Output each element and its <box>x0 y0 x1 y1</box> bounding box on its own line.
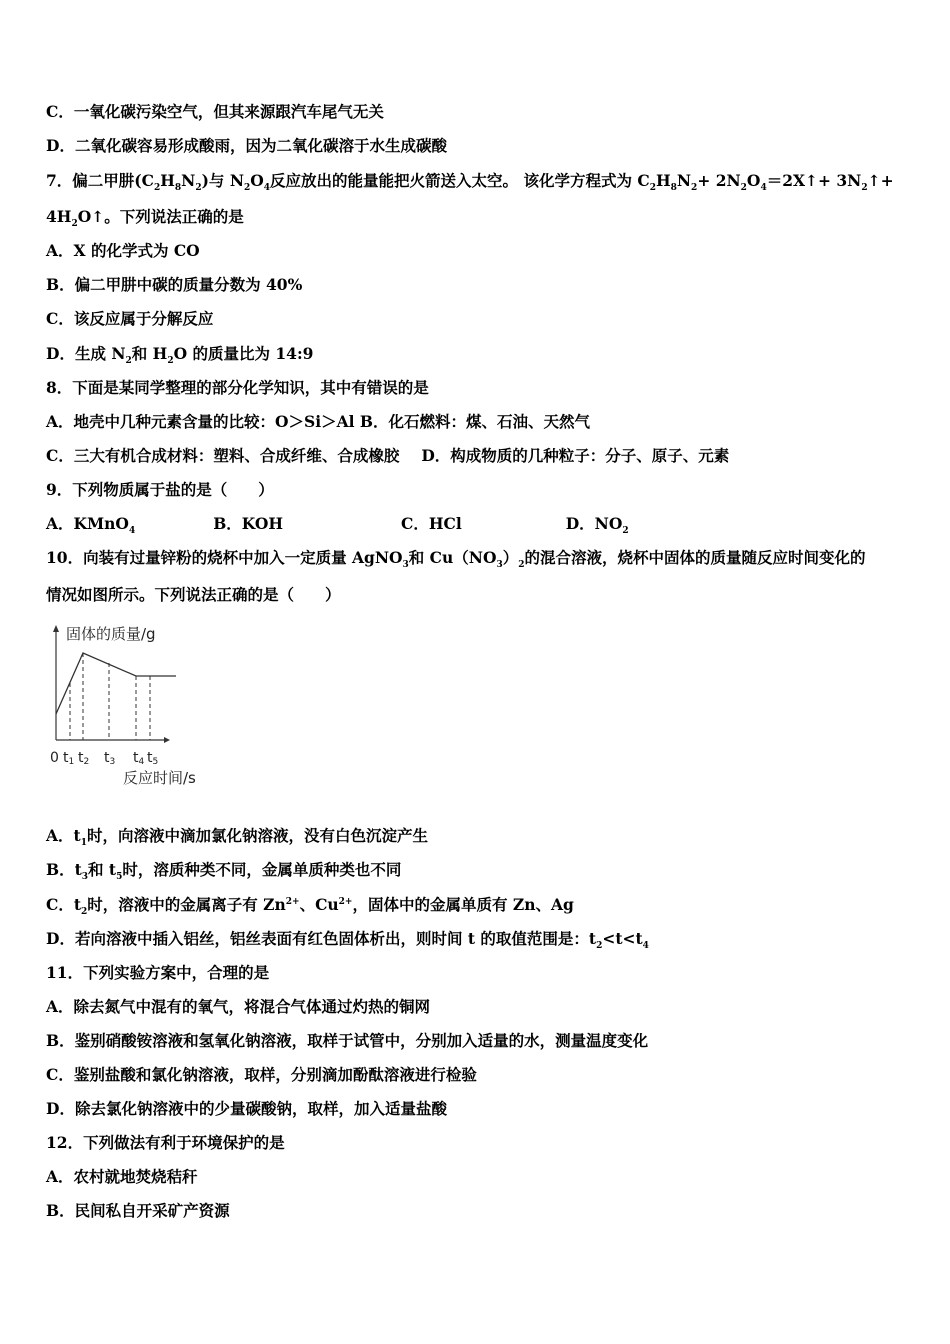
origin-label: 0 <box>50 750 59 766</box>
question-7-stem: 7．偏二甲肼$(C_2H_8N_2)$与 $N_2O_4$反应放出的能量能把火箭送入太空。 该化学方程式为 $C_2H_8N_2+$ $2N_2O_4=2X↑+$ $3N_2↑+$ <box>46 171 894 194</box>
mass-time-graph <box>46 620 226 800</box>
question-11-option-d: D．除去氯化钠溶液中的少量碳酸钠，取样，加入适量盐酸 <box>46 1099 447 1118</box>
option-d-previous: D．二氧化碳容易形成酸雨，因为二氧化碳溶于水生成碳酸 <box>46 136 447 155</box>
x-axis-arrow <box>164 737 170 743</box>
question-9-options: A．KMnO$_4$ B．KOH C．HCl D．$NO_2$ <box>46 514 629 537</box>
tick-t5: t5 <box>147 750 159 767</box>
question-12-option-a: A．农村就地焚烧秸秆 <box>46 1167 198 1186</box>
question-10-stem: 10．向装有过量锌粉的烧杯中加入一定质量 AgNO$_3$和 $Cu(NO_3)_2$的混合溶液，烧杯中固体的质量随反应时间变化的 <box>46 548 866 571</box>
tick-t1: t1 <box>63 750 75 767</box>
tick-t2: t2 <box>78 750 90 767</box>
question-8-stem: 8．下面是某同学整理的部分化学知识，其中有错误的是 <box>46 378 429 397</box>
question-9-stem: 9．下列物质属于盐的是（ ） <box>46 480 274 499</box>
question-10-stem-cont: 情况如图所示。下列说法正确的是（ ） <box>46 585 341 604</box>
question-7-option-b: B．偏二甲肼中碳的质量分数为 40% <box>46 275 303 294</box>
question-7-option-d: D．生成 $N_2$和 $H_2O$ 的质量比为 14:9 <box>46 344 314 367</box>
question-11-option-a: A．除去氮气中混有的氧气，将混合气体通过灼热的铜网 <box>46 997 431 1016</box>
x-axis-label: 反应时间/s <box>123 769 196 787</box>
question-7-option-c: C．该反应属于分解反应 <box>46 309 214 328</box>
question-8-options-ab: A．地壳中几种元素含量的比较：O＞Si＞Al B．化石燃料：煤、石油、天然气 <box>46 412 591 431</box>
option-c-previous: C．一氧化碳污染空气，但其来源跟汽车尾气无关 <box>46 102 384 121</box>
question-8-options-cd: C．三大有机合成材料：塑料、合成纤维、合成橡胶 D．构成物质的几种粒子：分子、原子、元素 <box>46 446 730 465</box>
question-11-stem: 11．下列实验方案中，合理的是 <box>46 963 270 982</box>
question-7-option-a: A．X 的化学式为 CO <box>46 241 200 260</box>
question-10-option-c: C．$t_2$时，溶液中的金属离子有 $Zn^{2+}$、$Cu^{2+}$，固体中的金属单质有 Zn、Ag <box>46 895 574 918</box>
question-10-option-b: B．$t_3$和 $t_5$时，溶质种类不同，金属单质种类也不同 <box>46 860 402 883</box>
question-12-stem: 12．下列做法有利于环境保护的是 <box>46 1133 285 1152</box>
question-10-option-d: D．若向溶液中插入铝丝，铝丝表面有红色固体析出，则时间 t 的取值范围是：$t_2<t<t_4$ <box>46 929 649 952</box>
question-10-option-a: A．$t_1$时，向溶液中滴加氯化钠溶液，没有白色沉淀产生 <box>46 826 428 849</box>
tick-t3: t3 <box>104 750 116 767</box>
mass-curve <box>56 653 176 714</box>
question-7-stem-cont: $4H_2O↑$。下列说法正确的是 <box>46 207 244 230</box>
y-axis-label: 固体的质量/g <box>66 625 156 643</box>
y-axis-arrow <box>53 625 59 632</box>
question-12-option-b: B．民间私自开采矿产资源 <box>46 1201 230 1220</box>
tick-t4: t4 <box>133 750 145 767</box>
question-11-option-b: B．鉴别硝酸铵溶液和氢氧化钠溶液，取样于试管中，分别加入适量的水，测量温度变化 <box>46 1031 649 1050</box>
question-11-option-c: C．鉴别盐酸和氯化钠溶液，取样，分别滴加酚酞溶液进行检验 <box>46 1065 477 1084</box>
